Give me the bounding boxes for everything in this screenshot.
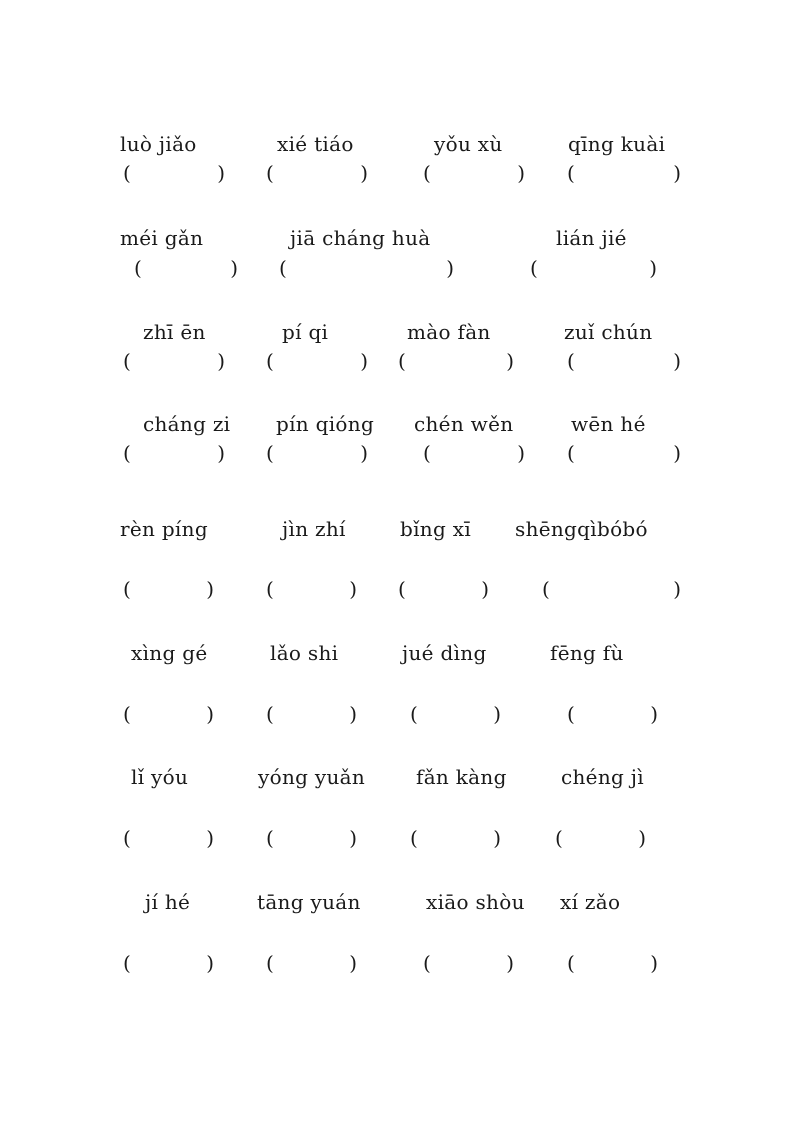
close-paren: ) <box>217 349 225 373</box>
pinyin-word: jí hé <box>145 890 191 914</box>
close-paren: ) <box>206 826 214 850</box>
close-paren: ) <box>493 826 501 850</box>
pinyin-word: fǎn kàng <box>416 765 507 789</box>
pinyin-word: pín qióng <box>276 412 375 436</box>
pinyin-word: xiāo shòu <box>426 890 525 914</box>
open-paren: ( <box>567 161 575 185</box>
open-paren: ( <box>410 702 418 726</box>
pinyin-word: chéng jì <box>561 765 644 789</box>
close-paren: ) <box>230 256 238 280</box>
pinyin-word: tāng yuán <box>257 890 361 914</box>
pinyin-word: lián jié <box>556 226 627 250</box>
close-paren: ) <box>481 577 489 601</box>
close-paren: ) <box>638 826 646 850</box>
close-paren: ) <box>360 349 368 373</box>
close-paren: ) <box>650 951 658 975</box>
pinyin-word: zhī ēn <box>143 320 206 344</box>
pinyin-word: jué dìng <box>402 641 487 665</box>
open-paren: ( <box>266 441 274 465</box>
pinyin-word: luò jiǎo <box>120 132 197 156</box>
open-paren: ( <box>266 826 274 850</box>
open-paren: ( <box>123 951 131 975</box>
pinyin-word: jìn zhí <box>282 517 346 541</box>
close-paren: ) <box>517 441 525 465</box>
pinyin-word: fēng fù <box>550 641 624 665</box>
close-paren: ) <box>673 161 681 185</box>
open-paren: ( <box>398 577 406 601</box>
open-paren: ( <box>423 441 431 465</box>
open-paren: ( <box>423 951 431 975</box>
pinyin-word: pí qi <box>282 320 329 344</box>
open-paren: ( <box>266 951 274 975</box>
open-paren: ( <box>266 702 274 726</box>
open-paren: ( <box>410 826 418 850</box>
open-paren: ( <box>123 161 131 185</box>
open-paren: ( <box>279 256 287 280</box>
pinyin-word: xí zǎo <box>560 890 621 914</box>
open-paren: ( <box>542 577 550 601</box>
close-paren: ) <box>206 702 214 726</box>
close-paren: ) <box>650 702 658 726</box>
pinyin-word: zuǐ chún <box>564 320 653 344</box>
open-paren: ( <box>555 826 563 850</box>
close-paren: ) <box>349 577 357 601</box>
close-paren: ) <box>206 577 214 601</box>
close-paren: ) <box>506 951 514 975</box>
pinyin-word: mào fàn <box>407 320 491 344</box>
pinyin-word: jiā cháng huà <box>290 226 431 250</box>
open-paren: ( <box>123 826 131 850</box>
open-paren: ( <box>266 161 274 185</box>
open-paren: ( <box>266 577 274 601</box>
open-paren: ( <box>398 349 406 373</box>
open-paren: ( <box>123 577 131 601</box>
close-paren: ) <box>360 441 368 465</box>
pinyin-word: lǐ yóu <box>131 765 189 789</box>
close-paren: ) <box>217 161 225 185</box>
close-paren: ) <box>446 256 454 280</box>
close-paren: ) <box>673 349 681 373</box>
close-paren: ) <box>517 161 525 185</box>
pinyin-word: qīng kuài <box>568 132 666 156</box>
pinyin-word: yǒu xù <box>434 132 503 156</box>
pinyin-word: shēngqìbóbó <box>515 517 648 541</box>
open-paren: ( <box>266 349 274 373</box>
pinyin-word: xié tiáo <box>277 132 354 156</box>
close-paren: ) <box>506 349 514 373</box>
close-paren: ) <box>673 441 681 465</box>
pinyin-word: lǎo shi <box>270 641 339 665</box>
open-paren: ( <box>530 256 538 280</box>
close-paren: ) <box>217 441 225 465</box>
close-paren: ) <box>673 577 681 601</box>
open-paren: ( <box>567 441 575 465</box>
close-paren: ) <box>349 702 357 726</box>
open-paren: ( <box>567 702 575 726</box>
close-paren: ) <box>206 951 214 975</box>
close-paren: ) <box>493 702 501 726</box>
pinyin-word: cháng zi <box>143 412 231 436</box>
pinyin-word: yóng yuǎn <box>258 765 366 789</box>
close-paren: ) <box>649 256 657 280</box>
pinyin-word: xìng gé <box>131 641 208 665</box>
open-paren: ( <box>134 256 142 280</box>
pinyin-word: wēn hé <box>571 412 646 436</box>
close-paren: ) <box>360 161 368 185</box>
close-paren: ) <box>349 826 357 850</box>
open-paren: ( <box>123 702 131 726</box>
pinyin-word: méi gǎn <box>120 226 204 250</box>
pinyin-word: rèn píng <box>120 517 208 541</box>
close-paren: ) <box>349 951 357 975</box>
open-paren: ( <box>567 951 575 975</box>
open-paren: ( <box>567 349 575 373</box>
pinyin-word: bǐng xī <box>400 517 472 541</box>
pinyin-word: chén wěn <box>414 412 514 436</box>
open-paren: ( <box>123 441 131 465</box>
open-paren: ( <box>123 349 131 373</box>
open-paren: ( <box>423 161 431 185</box>
